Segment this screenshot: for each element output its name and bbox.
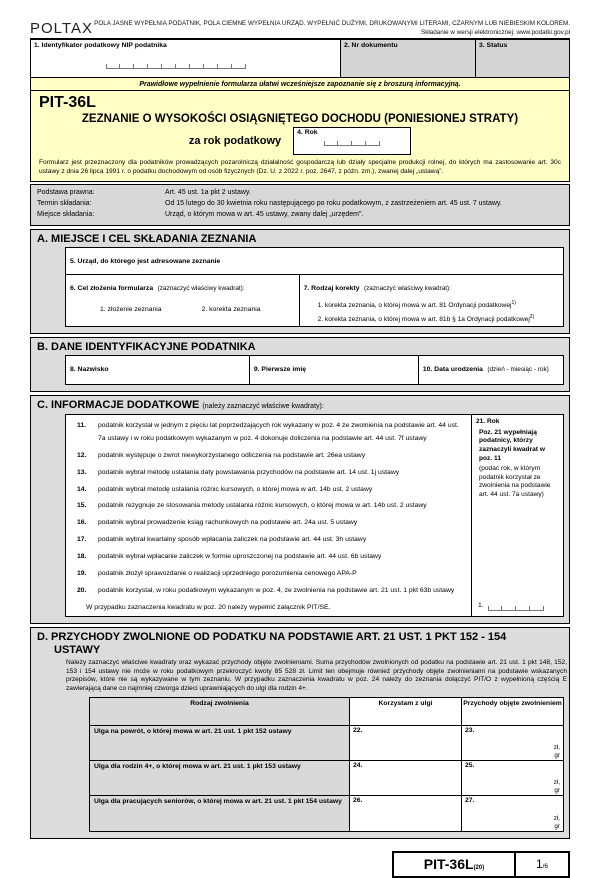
info-row-15-checkbox[interactable]	[66, 500, 471, 513]
field-6-purpose	[66, 275, 300, 325]
identification-row	[30, 40, 570, 78]
info-row-14-checkbox[interactable]	[66, 484, 471, 497]
field-25-amount-cell[interactable]	[462, 761, 563, 795]
field-21-digit-boxes[interactable]	[488, 606, 544, 611]
field-22-checkbox-cell[interactable]	[350, 726, 462, 760]
info-row-19-checkbox[interactable]	[66, 568, 471, 581]
info-row-17-checkbox[interactable]	[66, 534, 471, 547]
exemptions-table	[89, 697, 564, 832]
section-b	[30, 337, 570, 393]
field-24-checkbox-cell[interactable]	[350, 761, 462, 795]
column-header-using-relief: Korzystam z ulgi	[350, 698, 462, 725]
field-number: 22.	[353, 727, 363, 735]
form-subtitle: za rok podatkowy	[188, 135, 282, 147]
section-d-description: Należy zaznaczyć właściwe kwadraty oraz wykazać przychody objęte zwolnieniami. Suma przychodów zwolnionych od podatku na podstawie art. 21 ust. 1 pkt 148, 152, 153 i 154 ustawy nie może w roku podatkowym przekroczyć kwoty 85 528 zł. Limit ten obejmuje również przychody objęte zwolnieniami na podstawie wskazanych przepisów, które nie są wykazywane w tym zeznaniu. W przypadku zaznaczenia kwadratu w poz. 24 należy do zeznania dołączyć PIT/O z wypełnioną częścią E zawierającą dane co najmniej czworga dzieci uprawniających do ulgi dla rodzin 4+.	[66, 659, 567, 692]
field-7-label: 7. Rodzaj korekty	[303, 285, 360, 293]
field-23-amount-cell[interactable]	[462, 726, 563, 760]
field-10-hint: (dzień - miesiąc - rok)	[487, 366, 549, 374]
exemptions-table-header	[90, 698, 563, 726]
row-text: podatnik wybrał metodę ustalania daty powstawania przychodów na podstawie art. 14 ust. 1j ustawy	[98, 468, 400, 476]
option-correction-art81-label: 1. korekta zeznania, o której mowa w art. 81 Ordynacji podatkowej	[317, 302, 512, 310]
info-notice: Prawidłowe wypełnienie formularza ułatwi wcześniejsze zapoznanie się z broszurą informacyjną.	[30, 78, 570, 91]
info-row-12-checkbox[interactable]	[66, 450, 471, 463]
field-9-label: 9. Pierwsze imię	[253, 366, 307, 374]
field-6-hint: (zaznaczyć właściwy kwadrat):	[157, 285, 245, 293]
field-21-bold-note: Poz. 21 wypełniają podatnicy, którzy zaznaczyli kwadrat w poz. 11	[479, 428, 545, 463]
legal-row	[37, 199, 563, 210]
row-number: 15.	[77, 502, 87, 510]
option-filing-checkbox[interactable]: 1. złożenie zeznania	[100, 306, 162, 314]
row-text: podatnik korzystał, w roku podatkowym wykazanym w poz. 4, ze zwolnienia na podstawie art. 21 ust. 1 pkt 63b ustawy	[98, 587, 455, 595]
unit-zl: zł,	[553, 743, 560, 751]
unit-gr: gr	[554, 751, 560, 759]
form-code: PIT-36L	[39, 94, 96, 111]
info-row-16-checkbox[interactable]	[66, 517, 471, 530]
row-text: podatnik rezygnuje ze stosowania metody ustalania różnic kursowych, o której mowa w art. 14b ust. 2 ustawy	[98, 502, 427, 510]
option-correction-checkbox[interactable]: 2. korekta zeznania	[201, 306, 261, 314]
row-number: 12.	[77, 451, 87, 459]
filling-instructions	[93, 20, 570, 37]
row-text: podatnik wybrał wpłacanie zaliczek w formie uproszczonej na podstawie art. 44 ust. 6b ustawy	[98, 553, 382, 561]
page-footer	[30, 851, 570, 878]
legal-label: Miejsce składania:	[37, 210, 95, 218]
status-field	[476, 40, 569, 77]
nip-digit-boxes[interactable]	[106, 64, 246, 69]
unit-gr: gr	[554, 786, 560, 794]
option-correction-art81b-label: 2. korekta zeznania, o której mowa w art. 81b § 1a Ordynacji podatkowej	[317, 316, 530, 324]
relief-label: Ulga dla rodzin 4+, o której mowa w art. 21 ust. 1 pkt 153 ustawy	[90, 761, 350, 795]
field-27-amount-cell[interactable]	[462, 796, 563, 831]
status-label: 3. Status	[479, 42, 508, 49]
legal-row	[37, 188, 563, 199]
row-text: podatnik wybrał metodę ustalania różnic kursowych, o której mowa w art. 14b ust. 2 ustawy	[98, 485, 373, 493]
field-number: 24.	[353, 762, 363, 770]
relief-label: Ulga dla pracujących seniorów, o której mowa w art. 21 ust. 1 pkt 154 ustawy	[90, 796, 350, 831]
row-text: podatnik złożył sprawozdanie o realizacji uprzedniego porozumienia cenowego APA-P	[98, 570, 357, 578]
form-masthead	[30, 91, 570, 182]
legal-label: Termin składania:	[37, 199, 92, 207]
row-number: 16.	[77, 519, 87, 527]
unit-gr: gr	[554, 822, 560, 830]
section-d-title-line1: D. PRZYCHODY ZWOLNIONE OD PODATKU NA PODSTAWIE ART. 21 UST. 1 PKT 152 - 154	[37, 630, 507, 643]
field-5-tax-office-input[interactable]	[66, 248, 563, 274]
legal-value: Od 15 lutego do 30 kwietnia roku następującego po roku podatkowym, z zastrzeżeniem art. 45 ust. 7 ustawy.	[165, 199, 502, 207]
footnote-2-marker: 2)	[529, 314, 535, 321]
unit-zl: zł,	[553, 778, 560, 786]
row-text: podatnik korzystał w jednym z pięciu lat poprzedzających rok wykazany w poz. 4 ze zwolnienia na podstawie art. 44 ust. 7a ustawy i w roku podatkowym wykazanym w poz. 4 dokonuje doliczenia na podstawie art. 44 ust. 7f ustawy	[98, 421, 459, 442]
nip-field-label: 1. Identyfikator podatkowy NIP podatnika	[34, 42, 167, 49]
field-number: 27.	[465, 797, 475, 805]
row-number: 14.	[77, 485, 87, 493]
field-7-correction-type	[300, 275, 563, 325]
info-row-13-checkbox[interactable]	[66, 467, 471, 480]
table-row-family4plus-relief	[90, 761, 563, 796]
section-c-title: C. INFORMACJE DODATKOWE	[37, 399, 200, 412]
info-row-20-checkbox[interactable]	[66, 585, 471, 598]
field-21-note: (podać rok, w którym podatnik korzystał ze zwolnienia na podstawie art. 44 ust. 7a ustawy)	[479, 465, 551, 498]
field-10-birthdate-input[interactable]	[419, 356, 563, 384]
instructions-line2: Składanie w wersji elektronicznej: www.podatki.gov.pl	[421, 28, 570, 36]
info-row-18-checkbox[interactable]	[66, 551, 471, 564]
option-correction-art81-checkbox[interactable]	[318, 300, 559, 309]
tax-year-digit-boxes[interactable]	[297, 141, 407, 146]
row-text: podatnik wybrał prowadzenie ksiąg rachunkowych na podstawie art. 24a ust. 5 ustawy	[98, 519, 358, 527]
field-5-label: 5. Urząd, do którego jest adresowane zeznanie	[70, 258, 221, 266]
footer-form-code: PIT-36L(20)	[394, 853, 516, 876]
field-21-entry-prefix: 1.	[478, 602, 484, 610]
tax-year-field[interactable]	[293, 127, 411, 155]
row-text: podatnik wybrał kwartalny sposób wpłacania zaliczek na podstawie art. 44 ust. 3h ustawy	[98, 536, 367, 544]
document-number-label: 2. Nr dokumentu	[344, 42, 398, 49]
row-number: 13.	[77, 468, 87, 476]
section-b-title: B. DANE IDENTYFIKACYJNE PODATNIKA	[37, 340, 256, 353]
form-title: ZEZNANIE O WYSOKOŚCI OSIĄGNIĘTEGO DOCHODU (PONIESIONEJ STRATY)	[81, 113, 519, 125]
nip-field[interactable]	[31, 40, 341, 77]
table-row-working-seniors-relief	[90, 796, 563, 831]
footer-form-version: (20)	[473, 865, 485, 872]
field-21-label: 21. Rok	[476, 417, 500, 425]
row-number: 11.	[77, 421, 87, 429]
row-number: 18.	[77, 553, 87, 561]
footer-page-indicator: 1/6	[535, 857, 549, 872]
row-number: 17.	[77, 536, 87, 544]
legal-value: Urząd, o którym mowa w art. 45 ustawy, zwany dalej „urzędem”.	[165, 210, 364, 218]
tax-year-label: 4. Rok	[297, 129, 318, 136]
field-number: 23.	[465, 727, 475, 735]
field-8-label: 8. Nazwisko	[70, 366, 109, 374]
field-number: 25.	[465, 762, 475, 770]
section-d-title-line2: USTAWY	[54, 643, 101, 656]
form-description: Formularz jest przeznaczony dla podatników prowadzących pozarolniczą działalność gospodarczą lub działy specjalne produkcji rolnej, do których ma zastosowanie art. 30c ustawy z dnia 26 lipca 1991 r. o podatku dochodowym od osób fizycznych (Dz. U. z 2022 r. poz. 2647, z późn. zm.), zwanej dalej „ustawą”.	[39, 159, 561, 175]
field-8-surname-input[interactable]	[66, 356, 250, 384]
row-text: podatnik występuje o zwrot niewykorzystanego odliczenia na podstawie art. 26ea ustawy	[98, 451, 366, 459]
legal-value: Art. 45 ust. 1a pkt 2 ustawy.	[165, 189, 251, 197]
field-21-year-box[interactable]	[471, 415, 563, 616]
field-number: 26.	[353, 797, 363, 805]
legal-label: Podstawa prawna:	[37, 189, 95, 197]
column-header-relief-type: Rodzaj zwolnienia	[90, 698, 350, 725]
section-a-title: A. MIEJSCE I CEL SKŁADANIA ZEZNANIA	[37, 232, 257, 245]
option-correction-art81b-checkbox[interactable]	[318, 314, 559, 323]
section-d	[30, 627, 570, 840]
section-c-footer-note: W przypadku zaznaczenia kwadratu w poz. 20 należy wypełnić załącznik PIT/SE.	[86, 603, 331, 611]
row-number: 19.	[77, 570, 87, 578]
instructions-line1: POLA JASNE WYPEŁNIA PODATNIK, POLA CIEMNE WYPEŁNIA URZĄD. WYPEŁNIĆ DUŻYMI, DRUKOWANYMI LITERAMI, CZARNYM LUB NIEBIESKIM KOLOREM.	[94, 20, 570, 27]
field-9-firstname-input[interactable]	[250, 356, 419, 384]
relief-label: Ulga na powrót, o której mowa w art. 21 ust. 1 pkt 152 ustawy	[90, 726, 350, 760]
field-6-label: 6. Cel złożenia formularza	[70, 285, 154, 293]
row-number: 20.	[77, 587, 87, 595]
table-row-return-relief	[90, 726, 563, 761]
section-c-title-hint: (należy zaznaczyć właściwe kwadraty):	[202, 403, 324, 411]
field-26-checkbox-cell[interactable]	[350, 796, 462, 831]
document-number-field	[341, 40, 476, 77]
poltax-logo: POLTAX	[30, 20, 93, 37]
section-a	[30, 229, 570, 334]
footnote-1-marker: 1)	[511, 300, 516, 307]
legal-row	[37, 210, 563, 221]
field-10-label: 10. Data urodzenia	[422, 366, 483, 374]
column-header-exempt-income: Przychody objęte zwolnieniem	[462, 698, 563, 725]
header-bar	[30, 20, 570, 40]
unit-zl: zł,	[553, 814, 560, 822]
info-row-11-checkbox[interactable]	[66, 420, 471, 446]
footer-page-total: /6	[542, 863, 549, 871]
legal-basis-block	[30, 184, 570, 226]
section-c	[30, 395, 570, 624]
field-7-hint: (zaznaczyć właściwy kwadrat):	[363, 285, 451, 293]
